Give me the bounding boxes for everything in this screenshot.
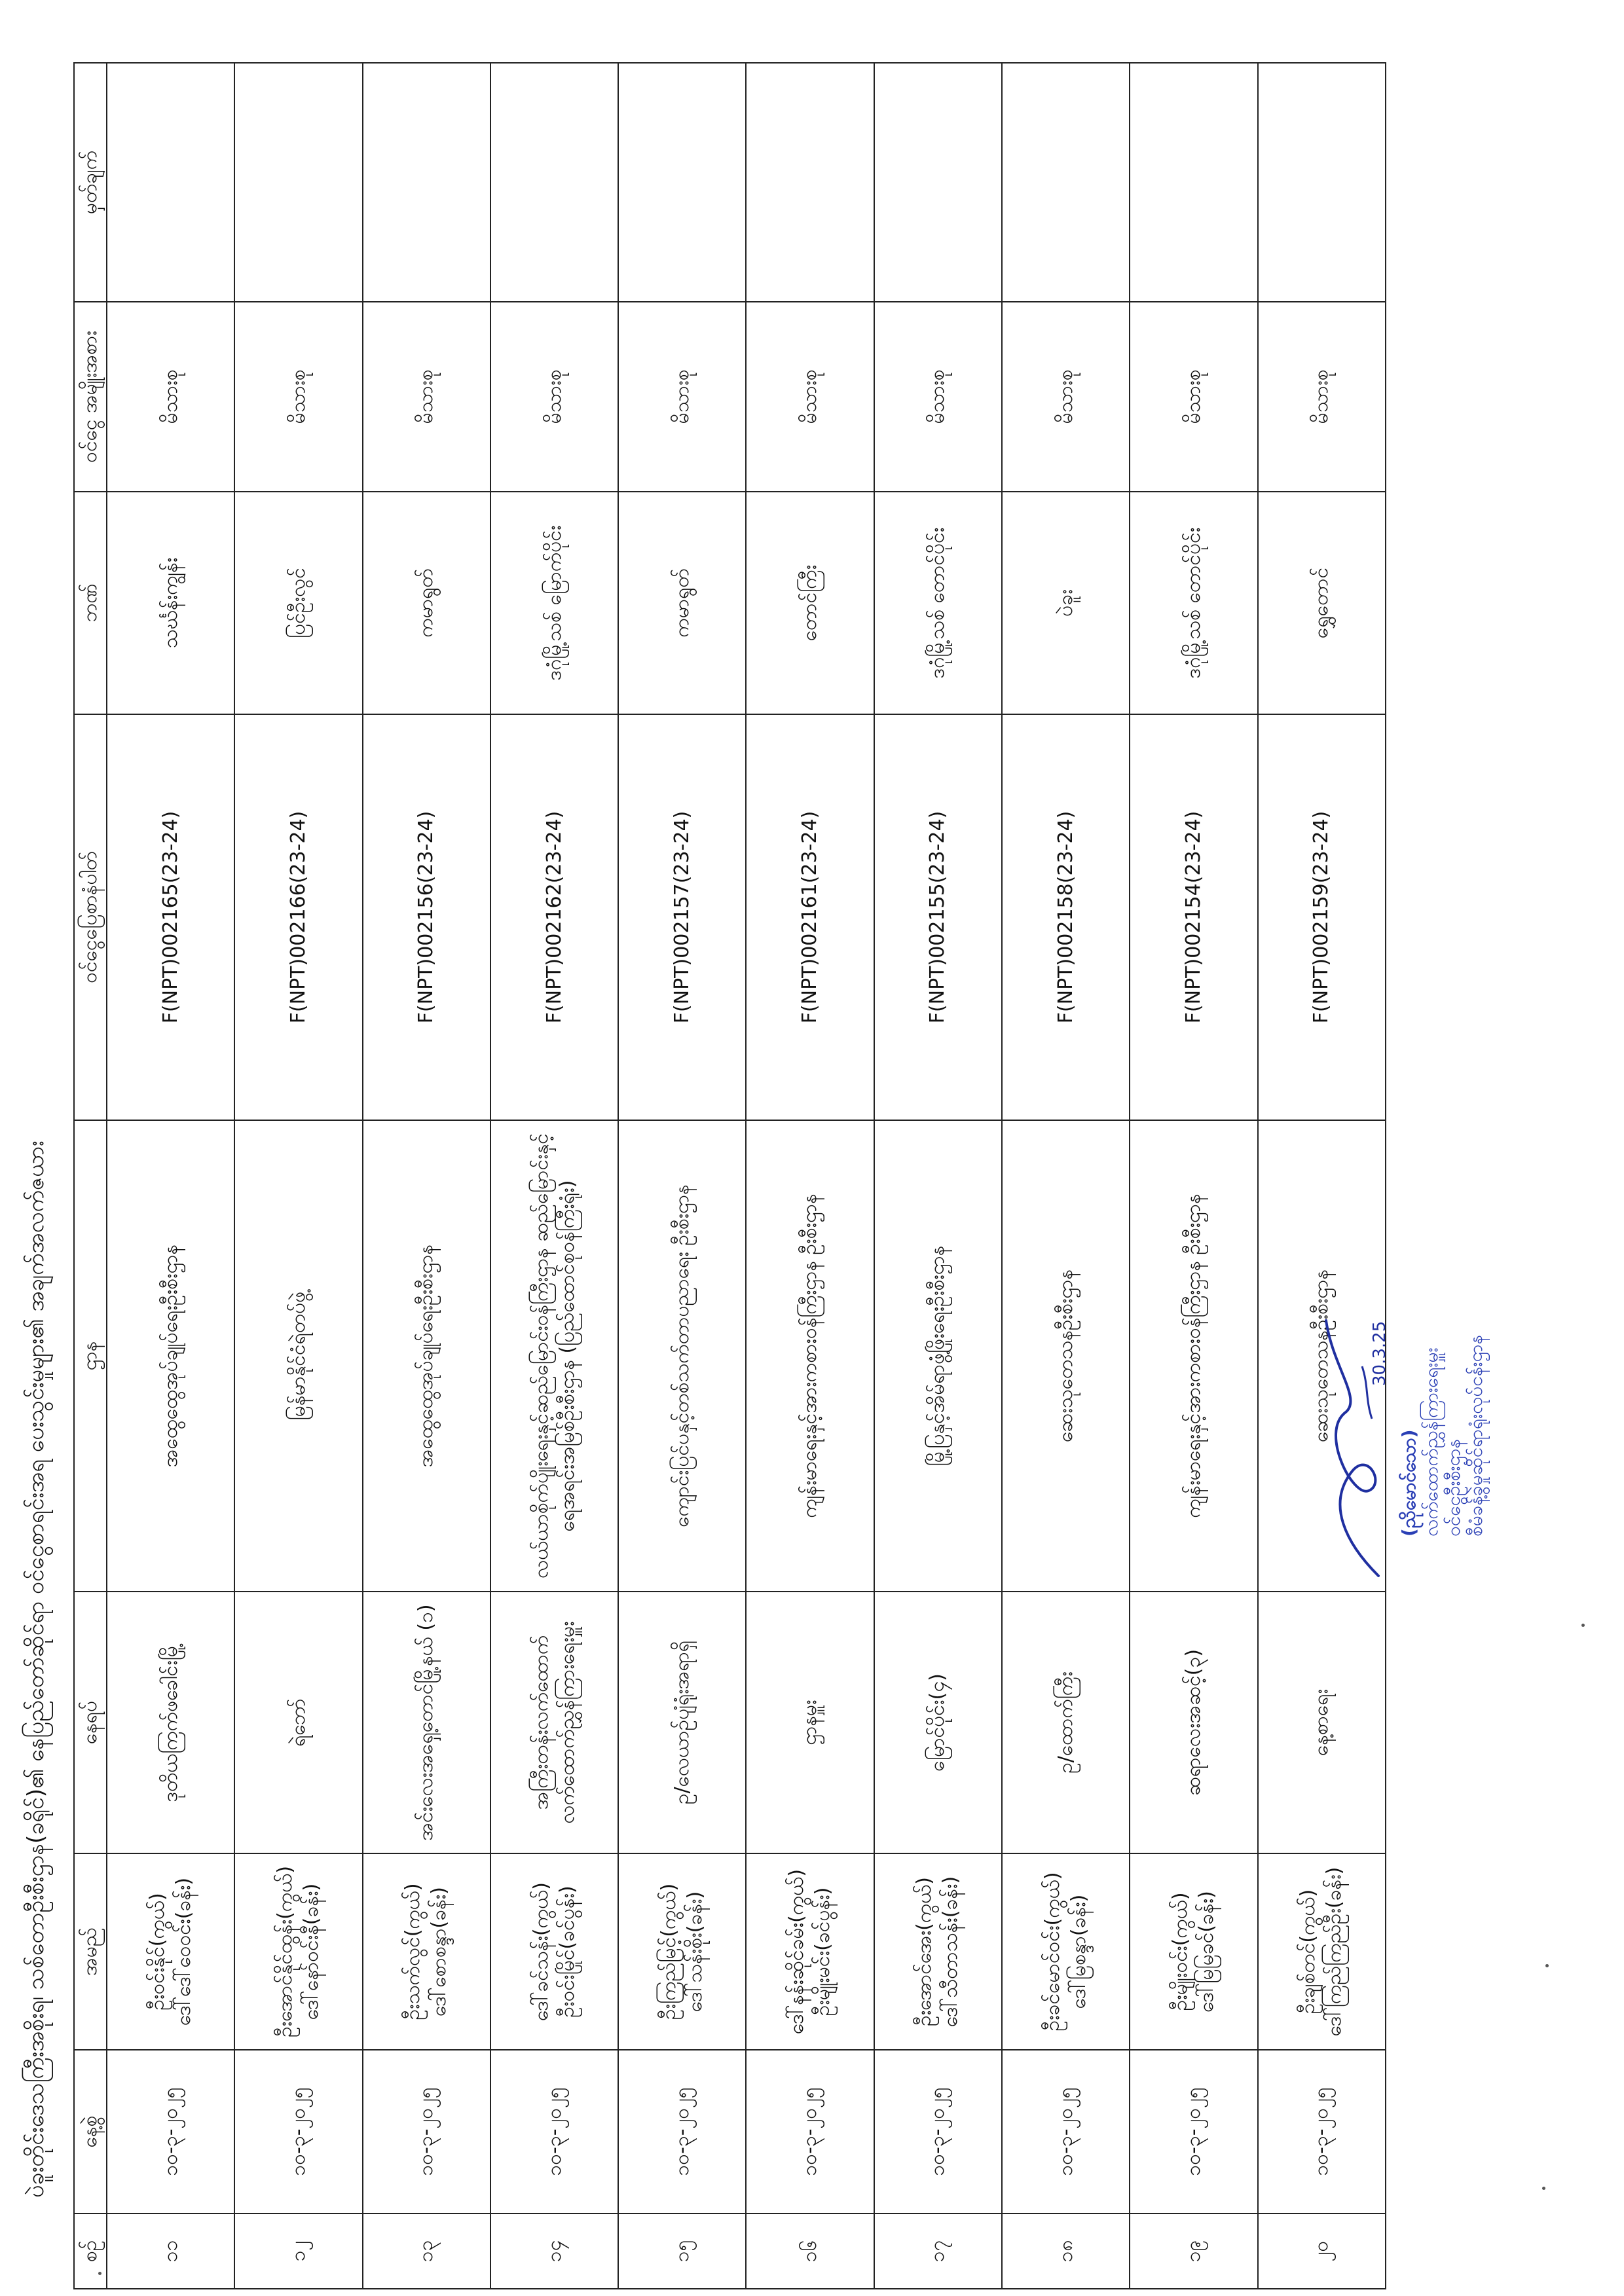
header-bank: ဘဏ် (74, 492, 107, 714)
row-type: မိသားစု (1002, 302, 1130, 492)
row-no: ၁၉ (1130, 2214, 1257, 2289)
row-no: ၁၂ (234, 2214, 362, 2289)
header-type: ဝင်ငွေ အမျိုးအစား (74, 302, 107, 492)
document-title: ပဲခူးတိုင်းဒေသကြီးအစိုးရ၊ သစ်တောဦးစီးဌာန(ခရိုင်)၏ နေပြည်တော်ဆိုင်ရာ ဝင်ငွေစာရင်းအရ ပေးသွင်းမှုများ၏ အချက်အလက်ဇယား (23, 1140, 49, 2198)
row-receipt: F(NPT)002154(23-24) (1130, 714, 1257, 1120)
row-name (746, 1853, 874, 2050)
table-row (874, 63, 1002, 2289)
row-remark (1258, 63, 1386, 302)
row-name (1258, 1853, 1386, 2050)
row-name (107, 1853, 234, 2050)
row-receipt: F(NPT)002165(23-24) (107, 714, 234, 1120)
header-department: ဌာန (74, 1120, 107, 1592)
table-row (1130, 63, 1257, 2289)
row-remark (107, 63, 234, 302)
row-name-primary: ဦးအောင်အေး(ကွယ်) (913, 1876, 936, 2027)
header-name: အမည် (74, 1853, 107, 2050)
scan-speck (1545, 1964, 1549, 1967)
row-no: ၁၇ (874, 2214, 1002, 2289)
row-bank: ပြင်ဦးလွင် (234, 492, 362, 714)
row-address: အကြီးတန်းလက်ထောက် လက်ထောက်ညွှန်ကြားရေးမှူး (490, 1592, 618, 1853)
table-row (234, 63, 362, 2289)
row-department: ကျန်းမာရေးနှင့်အားကစားဝန်ကြီးဌာန ဦးစီးဌာန (1130, 1120, 1257, 1592)
row-receipt: F(NPT)002161(23-24) (746, 714, 874, 1120)
row-name-primary: ဦးမျိုးဝင်း(ကွယ်) (1169, 1892, 1192, 2011)
row-name-primary: ဦးအောင်နိုင်ထွန်း(ကွယ်) (273, 1865, 297, 2038)
table-row (490, 63, 618, 2289)
table-row (363, 63, 490, 2289)
row-bank: ကမာရွတ် (618, 492, 746, 714)
row-receipt: F(NPT)002159(23-24) (1258, 714, 1386, 1120)
row-department: ဆေးသုတေသနဦးစီးဌာန (1002, 1120, 1130, 1592)
row-name-secondary: ဒေါ်မြမြခင်(ခန်း) (1195, 1891, 1219, 2013)
row-bank: ကမာရွတ် (363, 492, 490, 714)
row-name (363, 1853, 490, 2050)
table-row (1258, 63, 1386, 2289)
row-date: ၁၀-၃-၂၀၂၅ (874, 2050, 1002, 2214)
row-name-secondary: ဒေါ်မြစန္ဒာ(ခန်း) (1067, 1894, 1090, 2009)
header-remark: မှတ်ချက် (74, 63, 107, 302)
register-table (73, 62, 1386, 2289)
row-type: မိသားစု (618, 302, 746, 492)
row-remark (1130, 63, 1257, 302)
row-type: မိသားစု (746, 302, 874, 492)
scan-speck (98, 2272, 101, 2275)
row-date: ၁၀-၃-၂၀၂၅ (1002, 2050, 1130, 2214)
row-name (1002, 1853, 1130, 2050)
row-name-secondary: ဦးဝင်းမြိုင်(ခင်ပွန်း) (555, 1886, 579, 2018)
row-department: မြန်မာနိုင်ငံရဲတပ်ဖွဲ့ (234, 1120, 362, 1592)
row-date: ၁၀-၃-၂၀၂၅ (107, 2050, 234, 2214)
table-row (107, 63, 234, 2289)
header-address: နေရပ် (74, 1592, 107, 1853)
row-address: ဒုတိယကြက်ဖခေါင်းမြို့ (107, 1592, 234, 1853)
row-name (234, 1853, 362, 2050)
row-name (618, 1853, 746, 2050)
row-address: ဥ/လေယာဉ်ပျံရုံးအရာရှိ (618, 1592, 746, 1853)
row-remark (363, 63, 490, 302)
row-remark (874, 63, 1002, 302)
row-date: ၁၀-၃-၂၀၂၅ (234, 2050, 362, 2214)
row-receipt: F(NPT)002166(23-24) (234, 714, 362, 1120)
row-name (874, 1853, 1002, 2050)
row-date: ၁၀-၃-၂၀၂၅ (746, 2050, 874, 2214)
row-date: ၁၀-၃-၂၀၂၅ (1130, 2050, 1257, 2214)
row-no: ၁၅ (618, 2214, 746, 2289)
row-type: မိသားစု (490, 302, 618, 492)
row-type: မိသားစု (107, 302, 234, 492)
row-receipt: F(NPT)002155(23-24) (874, 714, 1002, 1120)
signer-office: စီမံခန့်ခွဲမှုဆိုင်ရာရုံးလုပ်ငန်းဌာန (1465, 1335, 1486, 1537)
row-name-primary: ဦးခင်မောင်ဝင်း(ကွယ်) (1041, 1872, 1064, 2032)
row-bank: ပဲခူး (1002, 492, 1130, 714)
table-row (1002, 63, 1130, 2289)
row-remark (1002, 63, 1130, 302)
row-bank: ဒဂုံမြို့သစ် မြောက်ပိုင်း (490, 492, 618, 714)
signer-department: ဝင်ငွေဦးစီးဌာန (1443, 1438, 1464, 1537)
row-address: ဌာနမှူး (746, 1592, 874, 1853)
row-receipt: F(NPT)002162(23-24) (490, 714, 618, 1120)
row-name-secondary: ဒေါ်သန်းစိုး(ခန်း) (683, 1891, 707, 2013)
row-receipt: F(NPT)002157(23-24) (618, 714, 746, 1120)
row-name-primary: ဦးကြည်မြင့်(ကွယ်) (657, 1883, 680, 2020)
signature-date: 30.3.25 (1370, 1321, 1390, 1386)
row-bank: သင်္ဃန်းကျွန်း (107, 492, 234, 714)
row-name (490, 1853, 618, 2050)
table-row (746, 63, 874, 2289)
row-no: ၁၁ (107, 2214, 234, 2289)
header-date: နေ့စွဲ (74, 2050, 107, 2214)
row-department: အထွေထွေအုပ်ချုပ်ရေးဦးစီးဌာန (107, 1120, 234, 1592)
row-no: ၁၈ (1002, 2214, 1130, 2289)
row-address: ရဲဘော် (234, 1592, 362, 1853)
row-remark (490, 63, 618, 302)
table-row (618, 63, 746, 2289)
row-no: ၁၆ (746, 2214, 874, 2289)
row-address: ဆရာလေးအဆင့်(၃) (1130, 1592, 1257, 1853)
row-bank: ဒဂုံမြို့သစ် တောင်ပိုင်း (874, 492, 1002, 714)
row-department: လယ်ယာစိုက်ပျိုးရေးနှင့်ဆည်မြောင်းဝန်ကြီးဌာန ဆည်မြောင်းနှင့်ရေအရင်းအမြစ်ဦးစီးဌာန (ပြည်ထောင်စုဝန်ကြီးရုံး) (490, 1120, 618, 1592)
row-date: ၁၀-၃-၂၀၂၅ (490, 2050, 618, 2214)
row-name-primary: ဒေါ်နန်းဆိုင်ခမ်း(ကွယ်) (785, 1868, 809, 2035)
row-no: ၂၀ (1258, 2214, 1386, 2289)
row-type: မိသားစု (874, 302, 1002, 492)
row-no: ၁၃ (363, 2214, 490, 2289)
row-department: ကျောင်းပြင်ပနှင့်တစ်သက်တာပညာရေး ဦးစီးဌာန (618, 1120, 746, 1592)
signer-title: လက်ထောက်ညွှန်ကြားရေးမှူး (1420, 1347, 1442, 1537)
row-receipt: F(NPT)002158(23-24) (1002, 714, 1130, 1120)
table-header-row (74, 63, 107, 2289)
row-bank: ဒဂုံမြို့သစ် တောင်ပိုင်း (1130, 492, 1257, 714)
row-department: ကျန်းမာရေးနှင့်အားကစားဝန်ကြီးဌာန ဦးစီးဌာန (746, 1120, 874, 1592)
row-address: ဥ/ထောက်ကြီး (1002, 1592, 1130, 1853)
row-remark (234, 63, 362, 302)
row-name-primary: ဦးချစ်တင်(ကွယ်) (1297, 1889, 1320, 2014)
row-name (1130, 1853, 1257, 2050)
row-type: မိသားစု (363, 302, 490, 492)
row-address: နေ့စာရေး (1258, 1592, 1386, 1853)
row-remark (746, 63, 874, 302)
row-name-secondary: ဒေါ်စောစန္ဒာ(ခန်း) (428, 1887, 451, 2016)
signature-stamp (1398, 1196, 1487, 1537)
row-address: အင်းလေးအရှေ့တောင်မြို့နယ် (၁) (363, 1592, 490, 1853)
header-no: စဉ် (74, 2214, 107, 2289)
row-name-primary: ဒေါ်ခင်သန်း(ကွယ်) (529, 1882, 553, 2021)
signer-name: (ညိုမောင်သော) (1398, 1429, 1420, 1537)
row-department: မြို့ပြနှင့်အိမ်ရာဖွံ့ဖြိုးရေးဦးစီးဌာန (874, 1120, 1002, 1592)
row-name-secondary: ဒေါ်ကြည်ကြည်ဦး(ခန်း) (1323, 1867, 1346, 2037)
handwritten-signature (1306, 1307, 1392, 1582)
row-receipt: F(NPT)002156(23-24) (363, 714, 490, 1120)
scan-speck (1542, 2187, 1545, 2190)
scan-speck (1581, 1624, 1585, 1627)
row-department: အထွေထွေအုပ်ချုပ်ရေးဦးစီးဌာန (363, 1120, 490, 1592)
row-address: မြောင်ပိုင်း(၄) (874, 1592, 1002, 1853)
row-name-primary: ဦးဝင်းနိုင်(ကွယ်) (145, 1893, 169, 2011)
row-name-secondary: ဦးမျိုးမင်း(ခင်ပွန်း) (811, 1887, 835, 2016)
row-no: ၁၄ (490, 2214, 618, 2289)
header-receipt: ဝင်ငွေပြေစာနံပါတ် (74, 714, 107, 1120)
row-name-secondary: ဒေါ်ဒေါ်ဝေဝင်း(ခန်း) (172, 1877, 195, 2026)
row-date: ၁၀-၃-၂၀၂၅ (618, 2050, 746, 2214)
row-date: ၁၀-၃-၂၀၂၅ (363, 2050, 490, 2214)
row-type: မိသားစု (1258, 302, 1386, 492)
row-name-secondary: ဒေါ်နော်ဝင်းနီ(ခန်း) (299, 1883, 323, 2020)
row-bank: ရွှေတောင် (1258, 492, 1386, 714)
row-type: မိသားစု (1130, 302, 1257, 492)
row-department: ဆေးသုတေသနဦးစီးဌာန (1258, 1120, 1386, 1592)
row-date: ၁၀-၃-၂၀၂၅ (1258, 2050, 1386, 2214)
row-remark (618, 63, 746, 302)
row-name-primary: ဦးသက်လွင်(ကွယ်) (401, 1883, 425, 2020)
row-name-secondary: ဒေါ်သီတာသန်း(ခန်း) (939, 1876, 963, 2028)
row-type: မိသားစု (234, 302, 362, 492)
row-bank: တောင်ကြီး (746, 492, 874, 714)
